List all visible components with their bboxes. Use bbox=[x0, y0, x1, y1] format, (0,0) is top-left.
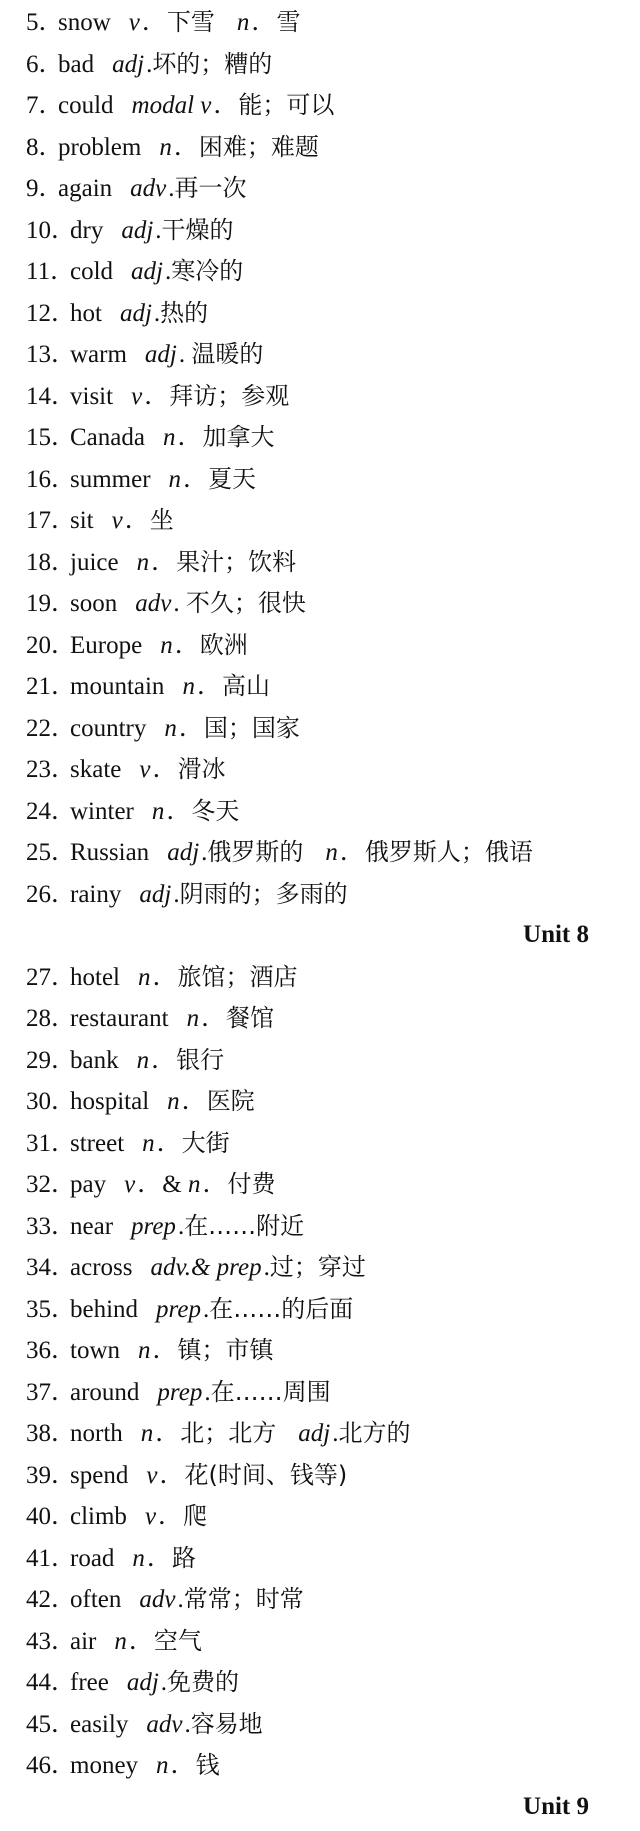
pos-separator: ． bbox=[137, 1171, 163, 1198]
pos-separator: . bbox=[177, 1586, 184, 1613]
part-of-speech: v bbox=[139, 756, 151, 783]
part-of-speech: n bbox=[236, 9, 250, 36]
entry-number: 24． bbox=[26, 797, 77, 825]
entry-word: problem bbox=[58, 133, 142, 161]
pos-separator: ． bbox=[124, 507, 150, 534]
entry-number: 43． bbox=[26, 1627, 77, 1655]
pos-separator: ． bbox=[183, 465, 209, 493]
vocab-entry bbox=[0, 1206, 304, 1246]
chinese-meaning: 困难；难题 bbox=[198, 132, 319, 161]
pos-separator: ． bbox=[251, 9, 277, 36]
part-of-speech: n bbox=[138, 963, 151, 991]
entry-number: 18． bbox=[26, 548, 77, 576]
entry-number: 12． bbox=[26, 299, 77, 327]
pos-separator: ． bbox=[151, 548, 177, 576]
pos-separator: ． bbox=[156, 1129, 182, 1157]
chinese-meaning: 滑冰 bbox=[177, 755, 226, 783]
chinese-meaning: 餐馆 bbox=[226, 1004, 275, 1032]
vocab-entry bbox=[0, 293, 208, 333]
part-of-speech: v bbox=[131, 382, 143, 410]
pos-separator: . bbox=[201, 839, 208, 866]
pos-separator: ． bbox=[151, 1046, 177, 1074]
part-of-speech: adj bbox=[298, 1420, 331, 1447]
entry-number: 9． bbox=[26, 175, 64, 202]
entry-number: 32． bbox=[26, 1171, 77, 1198]
pos-separator: . bbox=[173, 880, 180, 908]
entry-word: around bbox=[70, 1378, 140, 1406]
entry-number: 21． bbox=[26, 673, 77, 700]
part-of-speech: adj bbox=[121, 216, 154, 244]
pos-separator: . bbox=[155, 216, 162, 244]
chinese-meaning: 不久；很快 bbox=[185, 589, 306, 617]
pos-separator: . bbox=[263, 1254, 270, 1281]
entry-word: free bbox=[70, 1669, 109, 1696]
entry-number: 20． bbox=[26, 631, 77, 659]
vocab-entry bbox=[0, 1579, 304, 1619]
pos-separator: ． bbox=[166, 797, 192, 825]
chinese-meaning: 过；穿过 bbox=[269, 1253, 366, 1281]
part-of-speech: prep bbox=[157, 1378, 203, 1406]
entry-word: skate bbox=[70, 756, 122, 783]
part-of-speech: adj bbox=[167, 839, 200, 866]
part-of-speech: v bbox=[124, 1171, 136, 1198]
pos-separator: . bbox=[173, 590, 186, 617]
part-of-speech: n bbox=[160, 631, 173, 659]
vocab-entry bbox=[0, 1330, 274, 1370]
part-of-speech: v bbox=[111, 507, 123, 534]
chinese-meaning: 空气 bbox=[153, 1626, 202, 1655]
entry-word: street bbox=[70, 1129, 125, 1157]
vocab-entry bbox=[0, 583, 306, 623]
entry-number: 13． bbox=[26, 341, 77, 368]
entry-number: 46． bbox=[26, 1752, 77, 1779]
chinese-meaning: 雪 bbox=[276, 8, 301, 36]
chinese-meaning: 爬 bbox=[183, 1502, 208, 1530]
pos-separator: ． bbox=[152, 756, 178, 783]
vocab-entry bbox=[0, 1123, 230, 1163]
vocab-entry bbox=[0, 666, 270, 706]
vocab-entry bbox=[0, 1372, 331, 1412]
entry-word: country bbox=[70, 714, 147, 742]
chinese-meaning: 阴雨的；多雨的 bbox=[179, 879, 348, 908]
chinese-meaning: 在……的后面 bbox=[209, 1294, 354, 1323]
entry-word: dry bbox=[70, 216, 104, 244]
vocab-entry bbox=[0, 1745, 220, 1785]
pos-separator: . bbox=[177, 1212, 185, 1240]
entry-number: 22． bbox=[26, 714, 77, 742]
pos-separator: ． bbox=[201, 1005, 227, 1032]
part-of-speech: n bbox=[132, 1544, 145, 1572]
chinese-meaning: 花(时间、钱等) bbox=[184, 1460, 348, 1489]
entry-number: 35． bbox=[26, 1295, 77, 1323]
entry-word: hot bbox=[70, 299, 102, 327]
pos-separator: . bbox=[178, 341, 192, 368]
entry-number: 16． bbox=[26, 465, 77, 493]
chinese-meaning: 银行 bbox=[176, 1045, 225, 1074]
pos-separator: ． bbox=[170, 1752, 196, 1779]
chinese-meaning: 常常；时常 bbox=[183, 1585, 304, 1613]
chinese-meaning: 温暖的 bbox=[191, 340, 264, 368]
part-of-speech: n bbox=[186, 1005, 200, 1032]
part-of-speech: adj bbox=[131, 258, 163, 285]
entry-word: mountain bbox=[70, 673, 165, 700]
pos-separator: ． bbox=[144, 382, 170, 410]
chinese-meaning: 俄罗斯人；俄语 bbox=[364, 838, 533, 866]
vocab-entry bbox=[0, 210, 234, 250]
chinese-meaning: 欧洲 bbox=[199, 630, 248, 659]
pos-connector: & bbox=[162, 1171, 188, 1198]
pos-separator: ． bbox=[178, 714, 204, 742]
pos-separator: . bbox=[146, 50, 153, 78]
chinese-meaning: 容易地 bbox=[190, 1709, 263, 1738]
chinese-meaning: 果汁；饮料 bbox=[176, 547, 297, 576]
vocab-entry bbox=[0, 832, 533, 872]
entry-number: 27． bbox=[26, 963, 77, 991]
entry-word: money bbox=[70, 1752, 139, 1779]
pos-separator: . bbox=[165, 258, 172, 285]
vocab-entry bbox=[0, 376, 289, 416]
pos-separator: ． bbox=[177, 424, 203, 451]
part-of-speech: n bbox=[325, 839, 338, 866]
vocab-entry bbox=[0, 1164, 275, 1204]
part-of-speech: n bbox=[182, 673, 195, 700]
chinese-meaning: 下雪 bbox=[166, 8, 215, 36]
vocab-entry bbox=[0, 1538, 196, 1578]
entry-number: 31． bbox=[26, 1129, 77, 1157]
vocab-entry bbox=[0, 1413, 411, 1453]
part-of-speech: n bbox=[164, 714, 177, 742]
entry-word: north bbox=[70, 1420, 123, 1447]
entry-word: near bbox=[70, 1212, 114, 1240]
chinese-meaning: 拜访；参观 bbox=[169, 381, 290, 410]
entry-word: sit bbox=[70, 507, 94, 534]
part-of-speech: adv bbox=[139, 1586, 176, 1613]
entry-word: bank bbox=[70, 1046, 119, 1074]
chinese-meaning: 高山 bbox=[221, 672, 270, 700]
part-of-speech: n bbox=[136, 548, 150, 576]
part-of-speech: adv.& prep bbox=[150, 1254, 262, 1281]
pos-separator: . bbox=[153, 299, 161, 327]
pos-separator: ． bbox=[146, 1544, 172, 1572]
vocab-entry bbox=[0, 251, 243, 291]
entry-number: 37． bbox=[26, 1378, 77, 1406]
pos-separator: ． bbox=[152, 963, 178, 991]
vocab-entry bbox=[0, 334, 263, 374]
entry-word: restaurant bbox=[70, 1005, 169, 1032]
chinese-meaning: 冬天 bbox=[191, 796, 240, 825]
entry-number: 45． bbox=[26, 1710, 77, 1738]
entry-number: 34． bbox=[26, 1254, 77, 1281]
vocab-entry bbox=[0, 1662, 239, 1702]
pos-separator: . bbox=[168, 175, 175, 202]
part-of-speech: adv bbox=[146, 1710, 183, 1738]
vocab-entry bbox=[0, 1081, 255, 1121]
vocab-entry bbox=[0, 2, 300, 42]
pos-separator: . bbox=[202, 1295, 210, 1323]
vocab-entry bbox=[0, 168, 247, 208]
vocab-entry bbox=[0, 874, 348, 914]
entry-word: snow bbox=[58, 9, 111, 36]
entry-word: across bbox=[70, 1254, 133, 1281]
entry-word: again bbox=[58, 175, 113, 202]
entry-word: spend bbox=[70, 1461, 129, 1489]
vocab-entry bbox=[0, 1704, 263, 1744]
chinese-meaning: 在……附近 bbox=[184, 1211, 305, 1240]
entry-number: 19． bbox=[26, 590, 77, 617]
entry-word: juice bbox=[70, 548, 119, 576]
pos-separator: . bbox=[332, 1420, 339, 1447]
entry-word: air bbox=[70, 1627, 97, 1655]
part-of-speech: n bbox=[151, 797, 165, 825]
chinese-meaning: 干燥的 bbox=[161, 215, 234, 244]
pos-separator: ． bbox=[339, 839, 365, 866]
entry-word: bad bbox=[58, 50, 95, 78]
part-of-speech: v bbox=[128, 9, 140, 36]
entry-word: Canada bbox=[70, 424, 145, 451]
vocab-entry bbox=[0, 708, 300, 748]
entry-word: pay bbox=[70, 1171, 107, 1198]
part-of-speech: n bbox=[142, 1129, 155, 1157]
part-of-speech: adj bbox=[139, 880, 172, 908]
vocab-entry bbox=[0, 1496, 207, 1536]
vocab-entry bbox=[0, 44, 272, 84]
pos-separator: ． bbox=[213, 92, 239, 119]
vocab-entry bbox=[0, 85, 334, 125]
chinese-meaning: 俄罗斯的 bbox=[207, 838, 304, 866]
chinese-meaning: 热的 bbox=[160, 298, 209, 327]
part-of-speech: prep bbox=[156, 1295, 201, 1323]
part-of-speech: n bbox=[156, 1752, 169, 1779]
chinese-meaning: 北方的 bbox=[338, 1419, 411, 1447]
part-of-speech: n bbox=[140, 1420, 154, 1447]
pos-separator: ． bbox=[141, 9, 167, 36]
pos-separator: ． bbox=[128, 1627, 154, 1655]
chinese-meaning: 国；国家 bbox=[203, 713, 300, 742]
vocab-entry bbox=[0, 459, 256, 499]
entry-word: soon bbox=[70, 590, 118, 617]
chinese-meaning: 在……周围 bbox=[210, 1377, 331, 1406]
entry-word: summer bbox=[70, 465, 151, 493]
chinese-meaning: 能；可以 bbox=[238, 91, 335, 119]
entry-word: could bbox=[58, 92, 114, 119]
chinese-meaning: 钱 bbox=[195, 1751, 220, 1779]
pos-separator: ． bbox=[181, 1088, 207, 1115]
pos-separator: ． bbox=[152, 1337, 178, 1364]
part-of-speech: adj bbox=[126, 1669, 159, 1696]
chinese-meaning: 夏天 bbox=[208, 464, 257, 493]
pos-separator: ． bbox=[174, 631, 200, 659]
vocab-entry bbox=[0, 1040, 224, 1080]
entry-word: road bbox=[70, 1544, 115, 1572]
entry-word: Europe bbox=[70, 631, 143, 659]
vocab-entry bbox=[0, 957, 298, 997]
entry-number: 15． bbox=[26, 424, 77, 451]
entry-number: 40． bbox=[26, 1503, 77, 1530]
pos-separator: . bbox=[160, 1669, 168, 1696]
vocab-entry bbox=[0, 1621, 202, 1661]
pos-separator: ． bbox=[173, 133, 199, 161]
chinese-meaning: 大街 bbox=[181, 1128, 230, 1157]
entry-word: hospital bbox=[70, 1088, 150, 1115]
chinese-meaning: 再一次 bbox=[174, 174, 247, 202]
entry-number: 25． bbox=[26, 839, 77, 866]
entry-word: warm bbox=[70, 341, 127, 368]
part-of-speech: n bbox=[136, 1046, 150, 1074]
chinese-meaning: 镇；市镇 bbox=[177, 1336, 274, 1364]
entry-number: 39． bbox=[26, 1461, 77, 1489]
vocab-entry bbox=[0, 749, 226, 789]
entry-number: 5． bbox=[26, 9, 64, 36]
entry-number: 41． bbox=[26, 1544, 77, 1572]
part-of-speech: v bbox=[144, 1503, 157, 1530]
entry-number: 42． bbox=[26, 1586, 77, 1613]
part-of-speech: v bbox=[146, 1461, 158, 1489]
vocab-entry bbox=[0, 417, 274, 457]
pos-separator: ． bbox=[202, 1171, 228, 1198]
part-of-speech: adj bbox=[144, 341, 177, 368]
entry-word: town bbox=[70, 1337, 120, 1364]
chinese-meaning: 北；北方 bbox=[180, 1419, 277, 1447]
vocab-entry bbox=[0, 1455, 347, 1495]
entry-number: 10． bbox=[26, 216, 77, 244]
entry-number: 26． bbox=[26, 880, 77, 908]
vocab-entry bbox=[0, 998, 274, 1038]
part-of-speech: n bbox=[138, 1337, 151, 1364]
entry-number: 29． bbox=[26, 1046, 77, 1074]
entry-number: 28． bbox=[26, 1005, 77, 1032]
part-of-speech: n bbox=[159, 133, 172, 161]
entry-number: 36． bbox=[26, 1337, 77, 1364]
part-of-speech: n bbox=[114, 1627, 127, 1655]
chinese-meaning: 旅馆；酒店 bbox=[177, 962, 298, 991]
entry-word: behind bbox=[70, 1295, 139, 1323]
part-of-speech: adv bbox=[130, 175, 167, 202]
entry-word: winter bbox=[70, 797, 134, 825]
vocab-entry bbox=[0, 500, 174, 540]
chinese-meaning: 付费 bbox=[227, 1170, 276, 1198]
part-of-speech: modal v bbox=[131, 92, 212, 119]
entry-number: 38． bbox=[26, 1420, 77, 1447]
entry-word: hotel bbox=[70, 963, 120, 991]
pos-separator: ． bbox=[158, 1503, 184, 1530]
part-of-speech: n bbox=[162, 424, 176, 451]
chinese-meaning: 坐 bbox=[149, 506, 174, 534]
pos-separator: . bbox=[184, 1710, 191, 1738]
entry-number: 7． bbox=[26, 92, 64, 119]
entry-number: 30． bbox=[26, 1088, 77, 1115]
entry-number: 33． bbox=[26, 1212, 77, 1240]
part-of-speech: n bbox=[167, 1088, 180, 1115]
vocab-entry bbox=[0, 542, 296, 582]
pos-separator: ． bbox=[155, 1420, 181, 1447]
chinese-meaning: 坏的；糟的 bbox=[152, 49, 273, 78]
entry-word: Russian bbox=[70, 839, 150, 866]
entry-number: 44． bbox=[26, 1669, 77, 1696]
part-of-speech: n bbox=[168, 465, 182, 493]
unit-heading: Unit 9 bbox=[523, 1792, 589, 1820]
pos-separator: ． bbox=[159, 1461, 185, 1489]
vocab-entry bbox=[0, 127, 319, 167]
entry-number: 8． bbox=[26, 133, 64, 161]
entry-number: 17． bbox=[26, 507, 77, 534]
entry-number: 14． bbox=[26, 382, 77, 410]
part-of-speech: prep bbox=[131, 1212, 176, 1240]
entry-number: 6． bbox=[26, 50, 64, 78]
chinese-meaning: 医院 bbox=[206, 1087, 255, 1115]
part-of-speech: n bbox=[187, 1171, 201, 1198]
unit-heading: Unit 8 bbox=[523, 921, 589, 948]
vocab-entry bbox=[0, 625, 248, 665]
chinese-meaning: 寒冷的 bbox=[171, 257, 244, 285]
entry-word: cold bbox=[70, 258, 114, 285]
entry-word: visit bbox=[70, 382, 114, 410]
chinese-meaning: 路 bbox=[171, 1543, 196, 1572]
entry-word: easily bbox=[70, 1710, 129, 1738]
pos-separator: ． bbox=[196, 673, 222, 700]
entry-word: climb bbox=[70, 1503, 127, 1530]
part-of-speech: adj bbox=[112, 50, 145, 78]
entry-word: often bbox=[70, 1586, 122, 1613]
entry-word: rainy bbox=[70, 880, 122, 908]
pos-separator: . bbox=[204, 1378, 211, 1406]
entry-number: 23． bbox=[26, 756, 77, 783]
part-of-speech: adj bbox=[119, 299, 152, 327]
chinese-meaning: 免费的 bbox=[167, 1668, 240, 1696]
vocab-entry bbox=[0, 1247, 366, 1287]
vocab-entry bbox=[0, 1289, 353, 1329]
part-of-speech: adv bbox=[135, 590, 172, 617]
vocab-entry bbox=[0, 791, 239, 831]
entry-number: 11． bbox=[26, 258, 76, 285]
chinese-meaning: 加拿大 bbox=[202, 423, 275, 451]
